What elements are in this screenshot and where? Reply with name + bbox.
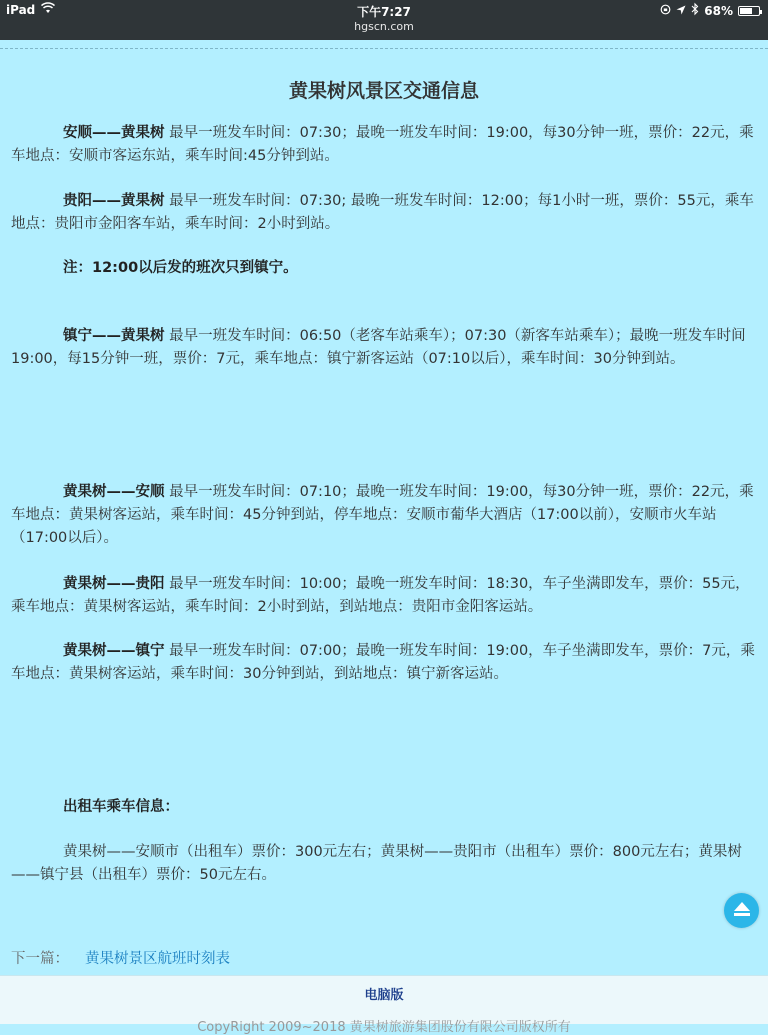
route-name: 贵阳——黄果树 <box>63 193 165 209</box>
scroll-to-top-button[interactable] <box>724 893 759 928</box>
route-details: 最早一班发车时间：07:10；最晚一班发车时间：19:00，每30分钟一班，票价：22元，乘车地点：黄果树客运站，乘车时间：45分钟到站，停车地点：安顺市葡华大酒店（17:00以前），安顺市火车站（17:00以后）。 <box>11 484 754 546</box>
paragraph-huangguoshu-to-anshun <box>11 481 757 550</box>
page-title: 黄果树风景区交通信息 <box>288 80 479 102</box>
route-name: 黄果树——贵阳 <box>63 576 165 592</box>
route-details: 最早一班发车时间：07:00；最晚一班发车时间：19:00，车子坐满即发车，票价：7元，乘车地点：黄果树客运站，乘车时间：30分钟到站，到站地点：镇宁新客运站。 <box>11 643 755 682</box>
taxi-heading: 出租车乘车信息： <box>63 799 179 815</box>
route-details: 最早一班发车时间：07:30；最晚一班发车时间：19:00，每30分钟一班，票价：22元，乘车地点：安顺市客运东站，乘车时间:45分钟到站。 <box>11 125 754 164</box>
paragraph-huangguoshu-to-zhenning <box>11 640 757 686</box>
paragraph-huangguoshu-to-guiyang <box>11 573 757 619</box>
next-label: 下一篇： <box>11 951 69 967</box>
paragraph-taxi-prices <box>11 841 757 887</box>
battery-fill <box>740 8 752 14</box>
route-name: 黄果树——安顺 <box>63 484 165 500</box>
route-details: 最早一班发车时间：07:30; 最晚一班发车时间：12:00；每1小时一班，票价：55元，乘车地点：贵阳市金阳客车站，乘车时间：2小时到站。 <box>11 193 754 232</box>
route-name: 黄果树——镇宁 <box>63 643 165 659</box>
paragraph-zhenning-to-huangguoshu <box>11 325 757 371</box>
route-name: 镇宁——黄果树 <box>63 328 165 344</box>
taxi-details: 黄果树——安顺市（出租车）票价：300元左右；黄果树——贵阳市（出租车）票价：800元左右；黄果树——镇宁县（出租车）票价：50元左右。 <box>11 844 742 883</box>
route-details: 最早一班发车时间：06:50（老客车站乘车）；07:30（新客车站乘车）；最晚一班发车时间19:00，每15分钟一班，票价：7元，乘车地点：镇宁新客运站（07:10以后），乘车时间：30分钟到站。 <box>11 328 746 367</box>
eject-up-icon <box>733 901 751 921</box>
paragraph-guiyang-to-huangguoshu <box>11 190 757 236</box>
battery-percent: 68% <box>704 3 733 18</box>
footer <box>0 975 768 1035</box>
copyright-text: CopyRight 2009~2018 黄果树旅游集团股份有限公司版权所有 <box>197 1020 571 1035</box>
next-article-row <box>11 947 230 968</box>
clock: 下午7:27 <box>357 5 411 19</box>
route-details: 最早一班发车时间：10:00；最晚一班发车时间：18:30，车子坐满即发车，票价：55元，乘车地点：黄果树客运站，乘车时间：2小时到站，到站地点：贵阳市金阳客运站。 <box>11 576 750 615</box>
divider <box>0 48 768 49</box>
location-icon <box>676 4 686 18</box>
device-name: iPad <box>6 3 36 17</box>
note-text: 注：12:00以后发的班次只到镇宁。 <box>63 260 298 276</box>
paragraph-taxi-heading <box>11 796 757 819</box>
battery-icon <box>738 6 760 16</box>
bluetooth-icon <box>691 3 699 18</box>
next-article-link[interactable]: 黄果树景区航班时刻表 <box>85 951 230 967</box>
desktop-version-link[interactable]: 电脑版 <box>364 988 404 1003</box>
url-label[interactable]: hgscn.com <box>354 20 414 33</box>
rotation-lock-icon <box>660 4 671 18</box>
paragraph-note <box>11 257 757 280</box>
route-name: 安顺——黄果树 <box>63 125 165 141</box>
status-bar <box>0 0 768 40</box>
status-right <box>660 3 760 18</box>
paragraph-anshun-to-huangguoshu <box>11 122 757 168</box>
